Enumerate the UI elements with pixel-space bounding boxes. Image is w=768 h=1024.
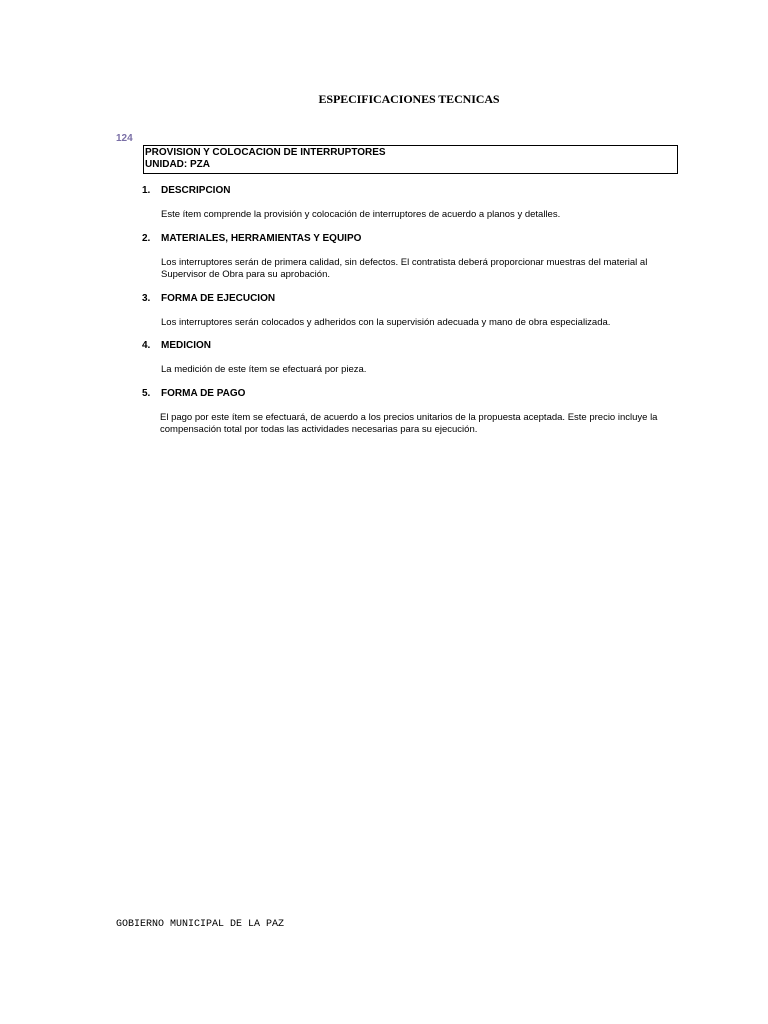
section-heading-medicion (142, 340, 211, 351)
section-heading-forma-ejecucion (142, 293, 275, 304)
section-body-forma-ejecucion: Los interruptores serán colocados y adheridos con la supervisión adecuada y mano de obra especializada. (161, 317, 611, 328)
section-heading-descripcion (142, 185, 230, 196)
section-number: 1. (142, 185, 151, 196)
section-body-forma-pago: El pago por este ítem se efectuará, de acuerdo a los precios unitarios de la propuesta aceptada. Este precio incluye la compensación total por todas las actividades necesarias para su ejecución. (160, 412, 658, 435)
section-heading-forma-pago (142, 388, 245, 399)
section-body-descripcion: Este ítem comprende la provisión y colocación de interruptores de acuerdo a planos y detalles. (161, 209, 561, 220)
section-number: 5. (142, 388, 151, 399)
section-heading-text: FORMA DE EJECUCION (161, 293, 276, 304)
section-heading-text: FORMA DE PAGO (161, 388, 246, 399)
page-title: ESPECIFICACIONES TECNICAS (318, 92, 500, 106)
item-number: 124 (116, 133, 133, 144)
item-unit: UNIDAD: PZA (145, 159, 210, 170)
item-title: PROVISION Y COLOCACION DE INTERRUPTORES (145, 147, 386, 158)
section-heading-text: DESCRIPCION (161, 185, 231, 196)
section-heading-text: MATERIALES, HERRAMIENTAS Y EQUIPO (161, 233, 362, 244)
section-heading-text: MEDICION (161, 340, 211, 351)
item-header-box (143, 145, 678, 174)
section-number: 4. (142, 340, 151, 351)
section-body-medicion: La medición de este ítem se efectuará por pieza. (161, 364, 367, 375)
section-heading-materiales (142, 233, 361, 244)
section-number: 3. (142, 293, 151, 304)
section-body-materiales: Los interruptores serán de primera calidad, sin defectos. El contratista deberá proporcionar muestras del material al Supervisor de Obra para su aprobación. (161, 257, 648, 280)
section-number: 2. (142, 233, 151, 244)
page-footer: GOBIERNO MUNICIPAL DE LA PAZ (116, 919, 285, 930)
